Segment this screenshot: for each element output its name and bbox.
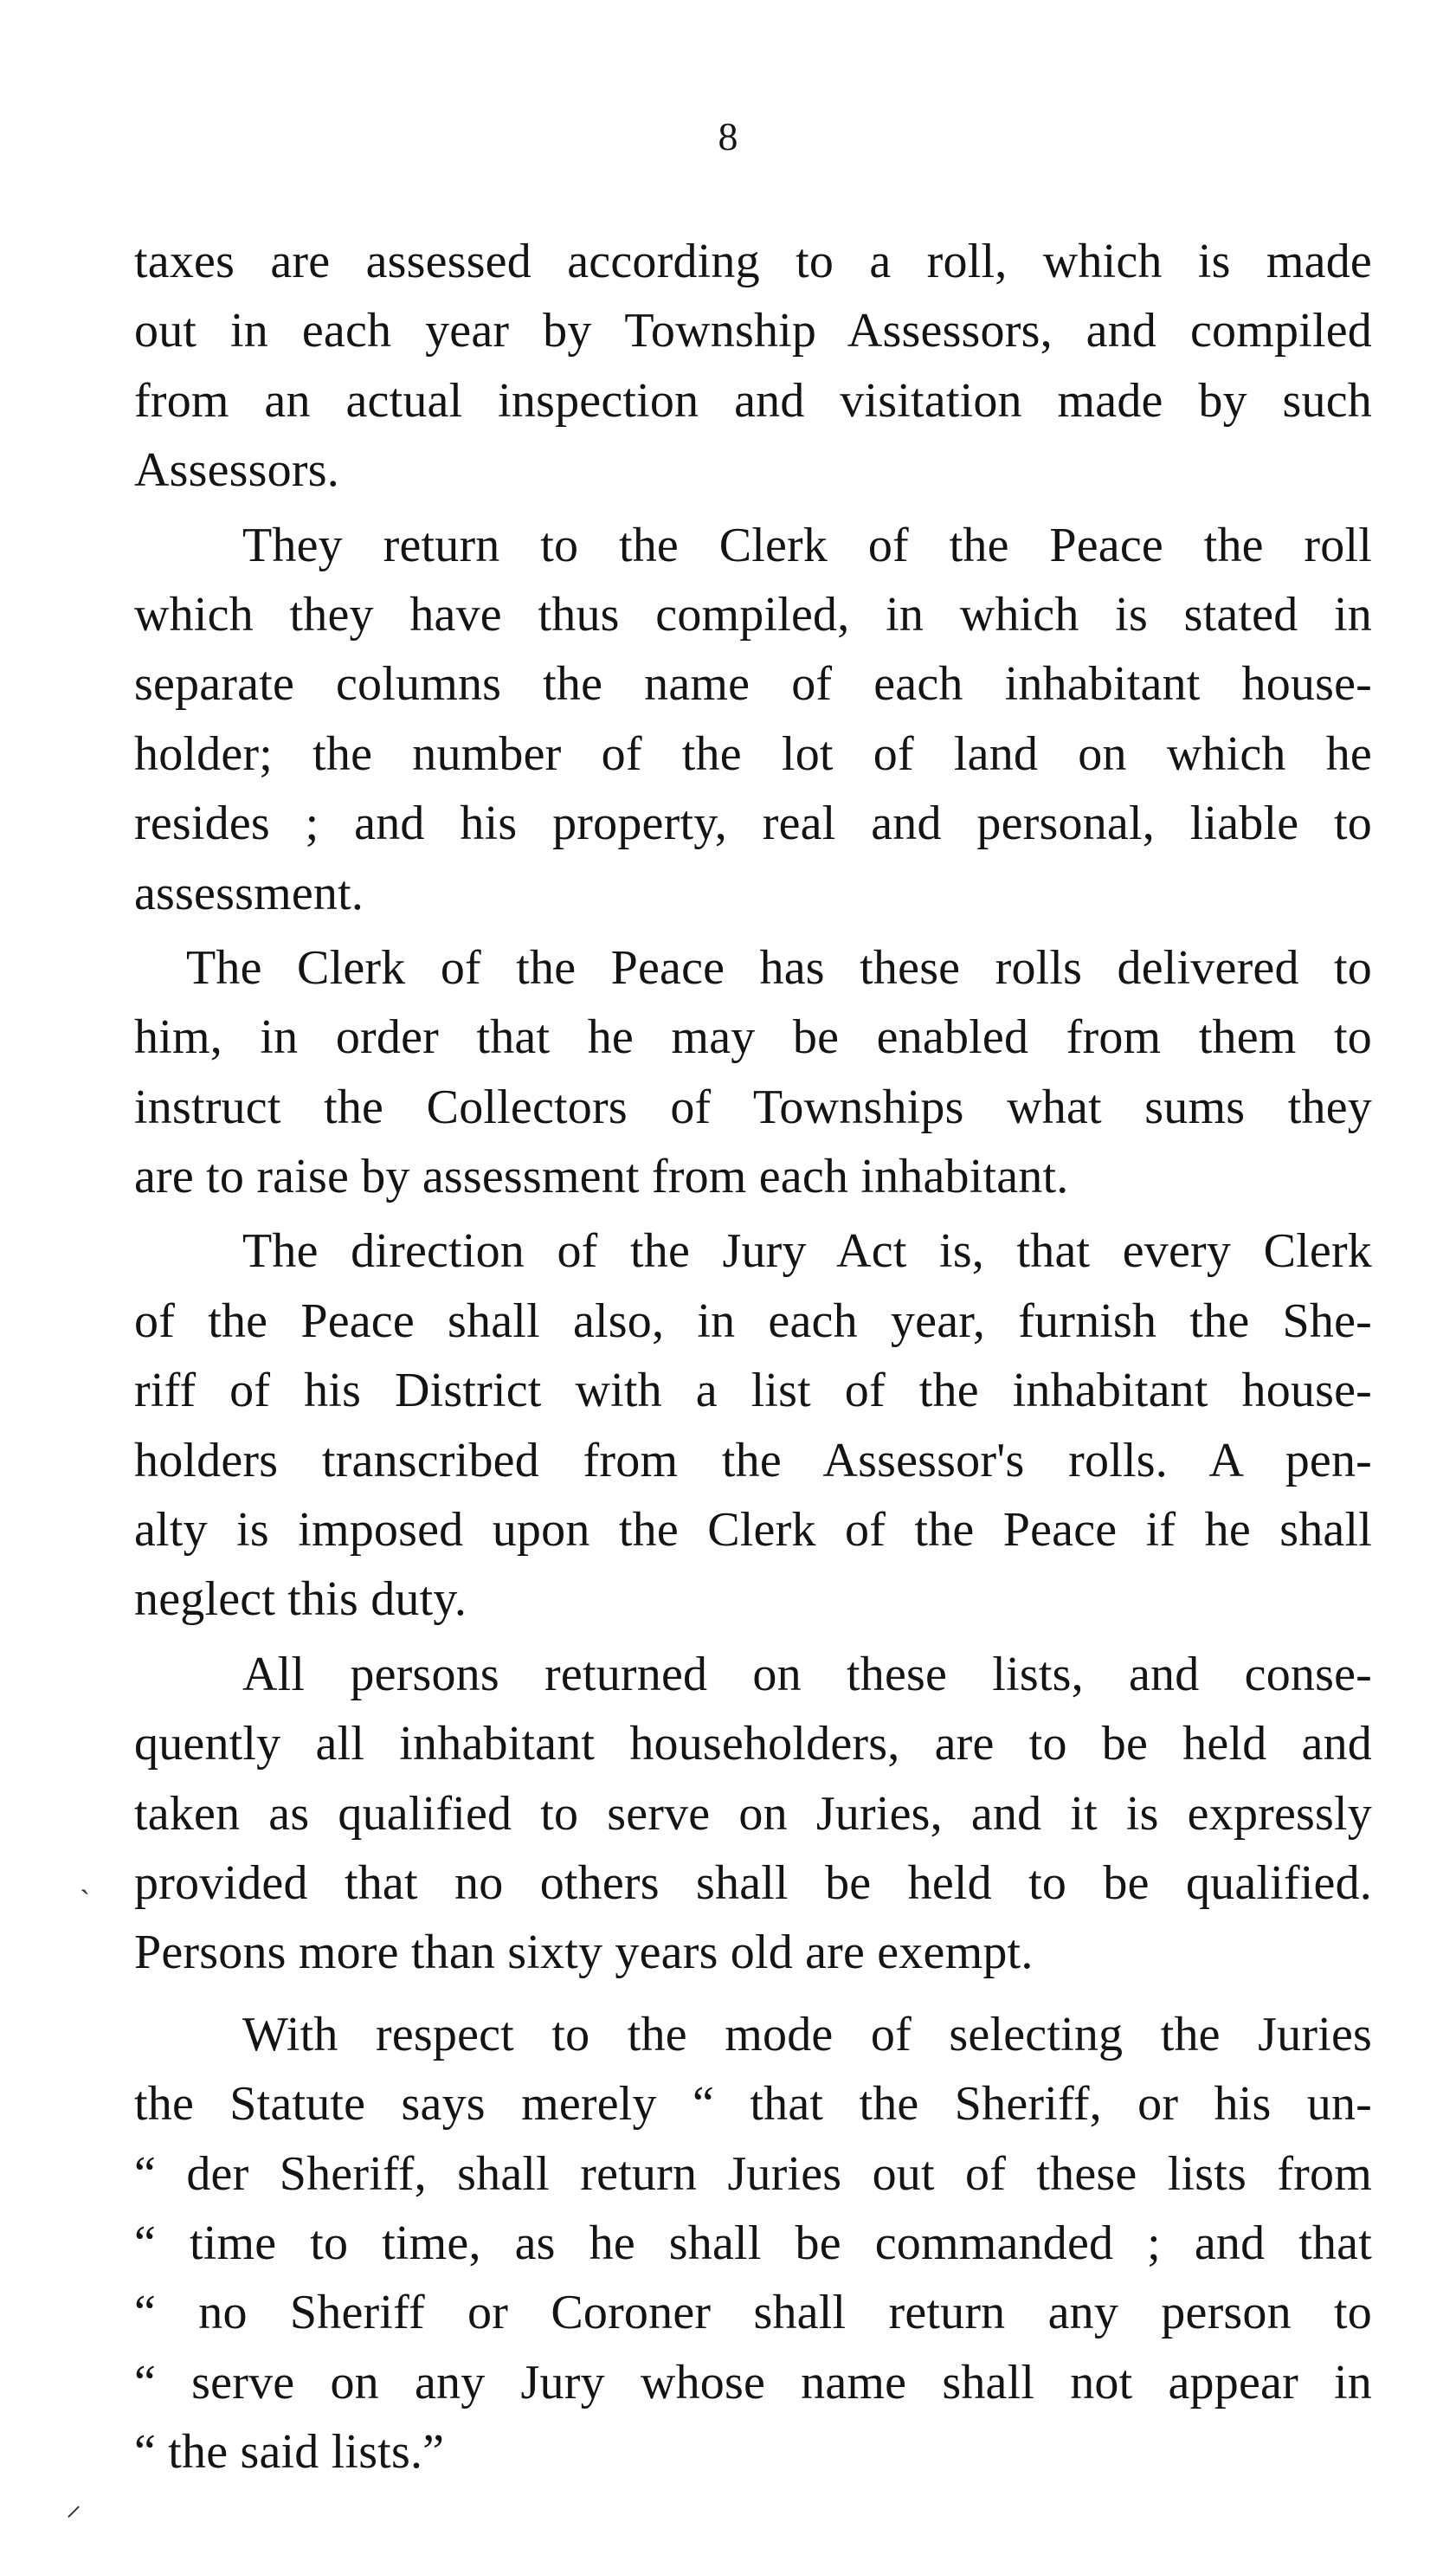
text-line: The Clerk of the Peace has these rolls delivered to xyxy=(186,940,1372,995)
text-line: holders transcribed from the Assessor's rolls. A pen- xyxy=(134,1433,1372,1487)
body-text xyxy=(134,227,1372,2487)
text-line: separate columns the name of each inhabitant house- xyxy=(134,657,1372,712)
text-line: “ the said lists.” xyxy=(134,2425,445,2480)
text-line: provided that no others shall be held to be qualified. xyxy=(134,1855,1372,1910)
text-line: holder; the number of the lot of land on which he xyxy=(134,726,1372,781)
text-line: are to raise by assessment from each inhabitant. xyxy=(134,1150,1069,1204)
text-line: “ serve on any Jury whose name shall not appear in xyxy=(134,2355,1372,2409)
paragraph xyxy=(134,2000,1372,2487)
text-line: quently all inhabitant householders, are to be held and xyxy=(134,1717,1372,1771)
paragraph xyxy=(134,1216,1372,1634)
text-line: the Statute says merely “ that the Sheriff, or his un- xyxy=(134,2077,1372,2132)
text-line: All persons returned on these lists, and conse- xyxy=(242,1647,1372,1701)
text-line: which they have thus compiled, in which is stated in xyxy=(134,587,1372,642)
text-line: “ der Sheriff, shall return Juries out of these lists from xyxy=(134,2146,1372,2201)
paragraph xyxy=(134,1640,1372,1988)
ink-speck: ˏ xyxy=(80,1860,90,1894)
text-line: alty is imposed upon the Clerk of the Peace if he shall xyxy=(134,1503,1372,1558)
text-line: assessment. xyxy=(134,866,364,920)
text-line: riff of his District with a list of the inhabitant house- xyxy=(134,1364,1372,1418)
paragraph xyxy=(134,511,1372,928)
text-line: instruct the Collectors of Townships what sums they xyxy=(134,1080,1372,1134)
text-line: Assessors. xyxy=(134,443,339,498)
text-line: With respect to the mode of selecting the Juries xyxy=(242,2007,1372,2061)
text-line: resides ; and his property, real and personal, liable to xyxy=(134,797,1372,851)
text-line: him, in order that he may be enabled from them to xyxy=(134,1010,1372,1065)
text-line: of the Peace shall also, in each year, furnish the She- xyxy=(134,1293,1372,1348)
text-line: taken as qualified to serve on Juries, and it is expressly xyxy=(134,1786,1372,1841)
page-number: 8 xyxy=(718,114,738,158)
ink-speck: ⸝ xyxy=(66,2487,81,2522)
text-line: “ time to time, as he shall be commanded ; and that xyxy=(134,2216,1372,2270)
text-line: from an actual inspection and visitation made by such xyxy=(134,373,1372,428)
text-line: out in each year by Township Assessors, and compiled xyxy=(134,304,1372,358)
text-line: “ no Sheriff or Coroner shall return any person to xyxy=(134,2286,1372,2340)
paragraph xyxy=(134,933,1372,1212)
text-line: taxes are assessed according to a roll, which is made xyxy=(134,235,1372,288)
paragraph xyxy=(134,227,1372,506)
text-line: The direction of the Jury Act is, that every Clerk xyxy=(242,1224,1372,1279)
text-line: Persons more than sixty years old are exempt. xyxy=(134,1926,1034,1980)
text-line: They return to the Clerk of the Peace the roll xyxy=(242,518,1372,572)
text-line: neglect this duty. xyxy=(134,1572,467,1627)
